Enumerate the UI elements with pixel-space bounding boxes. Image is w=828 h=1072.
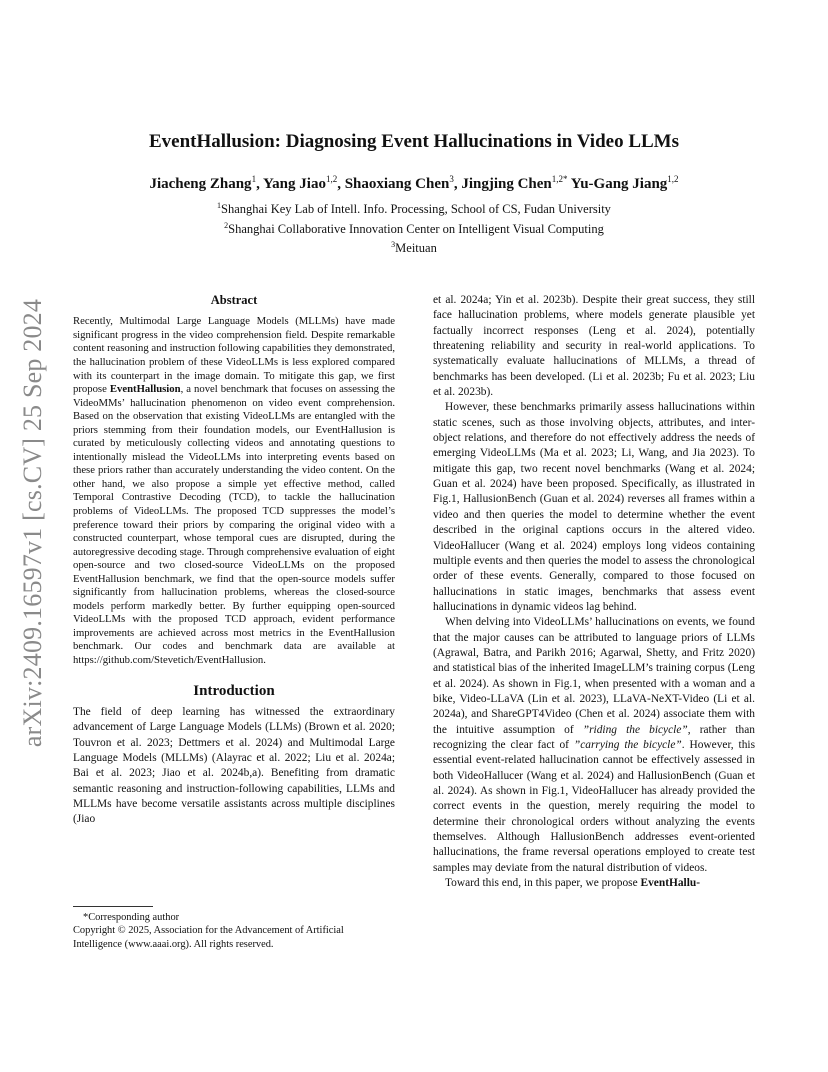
copyright-notice: Copyright © 2025, Association for the Advancement of Artificial Intelligence (www.aaai.org). All rights reserved. xyxy=(73,925,344,950)
left-column xyxy=(73,293,395,828)
body-paragraph xyxy=(433,615,755,876)
affiliation-text: Shanghai Collaborative Innovation Center on Intelligent Visual Computing xyxy=(228,221,604,236)
body-paragraph: However, these benchmarks primarily assess hallucinations within static scenes, such as those involving objects, attributes, and inter-object relations, and therefore do not effectively address the needs of emerging VideoLLMs (Ma et al. 2023; Li, Wang, and Jia 2023). To mitigate this gap, two recent novel benchmarks (Wang et al. 2024; Guan et al. 2024) have been proposed. Specifically, as illustrated in Fig.1, HallusionBench (Guan et al. 2024) reverses all frames within a video and then queries the model to determine whether the event described in the original captions occurs in the altered video. VideoHallucer (Wang et al. 2024) employs long videos containing multiple events and then queries the model to assess the chronological order of these events. Generally, compared to those focused on hallucinations in static images, benchmarks that assess event hallucinations in dynamic videos lag behind. xyxy=(433,401,755,613)
body-text: . However, this essential event-related hallucination cannot be effectively assessed in both VideoHallucer (Wang et al. 2024) and HallusionBench (Guan et al. 2024). As shown in Fig.1, VideoHallucer has already provided the correct events in the question, merely requiring the model to determine their chronological orders without analyzing the events themselves. Although HallusionBench addresses event-oriented hallucinations, the frame reversal operations employed to create test samples may deviate from the natural distribution of videos. xyxy=(433,738,755,874)
body-paragraph: et al. 2024a; Yin et al. 2023b). Despite their great success, they still face hallucination problems, where models generate plausible yet factually incorrect responses (Leng et al. 2024), potentially threatening reliability and security in real-world applications. To systematically evaluate hallucinations of MLLMs, a thread of benchmarks has been developed. (Li et al. 2023b; Fu et al. 2023; Liu et al. 2023b). xyxy=(433,294,755,399)
affiliation-line xyxy=(0,237,828,257)
italic-quote: ”riding the bicycle” xyxy=(582,723,688,736)
author-list: Jiacheng Zhang$^1$, Yang Jiao$^{1,2}$, Shaoxiang Chen$^3$, Jingjing Chen$^{1,2*}$ Yu-Gang Jiang$^{1,2}$ xyxy=(149,174,679,192)
corresponding-author-note: *Corresponding author xyxy=(83,912,180,923)
abstract-text: Recently, Multimodal Large Language Models (MLLMs) have made significant progress in the video comprehension field. Despite remarkable content reasoning and instruction following capabilities they demonstrated, the hallucination problem of these VideoLLMs is less explored compared with its counterpart in the image domain. To mitigate this gap, we first propose xyxy=(73,315,395,396)
affiliation-line xyxy=(0,218,828,238)
introduction-heading: Introduction xyxy=(193,682,275,699)
author-affiliation-mark: 1,2 xyxy=(325,174,338,184)
paper-title: EventHallusion: Diagnosing Event Hallucinations in Video LLMs xyxy=(149,131,679,152)
body-text: Toward this end, in this paper, we propose xyxy=(445,877,641,890)
author-name: Jingjing Chen xyxy=(461,176,552,192)
italic-quote: ”carrying the bicycle” xyxy=(573,738,682,751)
author-name: Yang Jiao xyxy=(263,176,326,192)
footnote-block xyxy=(73,906,395,951)
affiliation-mark: 2 xyxy=(224,220,229,230)
affiliation-mark: 1 xyxy=(217,201,222,210)
abstract-body xyxy=(73,315,395,667)
affiliation-list xyxy=(0,198,828,257)
abstract-heading: Abstract xyxy=(210,293,258,307)
abstract-benchmark-name: EventHallusion xyxy=(109,383,181,396)
affiliation-mark: 3 xyxy=(391,240,396,250)
arxiv-identifier xyxy=(18,288,48,758)
benchmark-name: EventHallu- xyxy=(640,877,701,890)
affiliation-text: Shanghai Key Lab of Intell. Info. Processing, School of CS, Fudan University xyxy=(221,202,611,217)
author-affiliation-mark: 1 xyxy=(251,174,257,184)
author-affiliation-mark: 1,2 xyxy=(667,174,679,184)
introduction-paragraph: The field of deep learning has witnessed the extraordinary advancement of Large Language Models (LLMs) (Brown et al. 2020; Touvron et al. 2023; Dettmers et al. 2024) and Multimodal Large Language Models (MLLMs) (Alayrac et al. 2022; Liu et al. 2024a; Bai et al. 2023; Jiao et al. 2024b,a). Benefiting from dramatic semantic reasoning and instruction-following capabilities, LLMs and MLLMs have become versatile assistants across multiple disciplines (Jiao xyxy=(73,705,395,826)
body-text: , rather than recognizing the clear fact of xyxy=(433,723,755,751)
body-text: When delving into VideoLLMs’ hallucinations on events, we found that the major causes can be attributed to language priors of LLMs (Agrawal, Batra, and Parikh 2016; Agarwal, Shetty, and Fritz 2020) and statistical bias of the inherited ImageLLM’s training corpus (Leng et al. 2024). As shown in Fig.1, when presented with a woman and a bike, Video-LLaVA (Lin et al. 2023), LLaVA-NeXT-Video (Li et al. 2024a), and ShareGPT4Video (Chen et al. 2024) associate them with the intuitive assumption of xyxy=(433,616,755,736)
author-affiliation-mark: 1,2* xyxy=(551,174,568,184)
arxiv-id-text: arXiv:2409.16597v1 [cs.CV] 25 Sep 2024 xyxy=(18,298,47,748)
author-affiliation-mark: 3 xyxy=(449,174,454,184)
author-name: Jiacheng Zhang xyxy=(149,176,252,192)
author-name: Yu-Gang Jiang xyxy=(570,176,668,192)
abstract-text: , a novel benchmark that focuses on assessing the VideoMMs’ hallucination phenomenon on video event comprehension. Based on the observation that existing VideoLLMs are entangled with the priors stemming from their foundation models, our EventHallusion is curated by meticulously collecting videos and annotating questions to intentionally mislead the VideoLLMs into interpreting events based on these priors rather than accurately understanding the video content. On the other hand, we also propose a simple yet effective method, called Temporal Contrastive Decoding (TCD), to tackle the hallucination problems of VideoLLMs. The proposed TCD suppresses the model’s preference toward their priors by comparing the original video with a constructed counterpart, whose temporal cues are disrupted, during the autoregressive decoding stage. Through comprehensive evaluation of eight open-source and two closed-source VideoLLMs on the proposed EventHallusion benchmark, we find that the open-source models suffer significantly from hallucination problems, whereas the closed-source models perform markedly better. By further equipping open-sourced VideoLLMs with the proposed TCD approach, evident performance improvements are achieved across most metrics in the EventHallusion benchmark. Our codes and benchmark data are available at https://github.com/Stevetich/EventHallusion. xyxy=(73,383,395,667)
right-column xyxy=(433,293,755,891)
footnote-rule xyxy=(73,906,153,907)
body-paragraph xyxy=(433,876,755,891)
author-name: Shaoxiang Chen xyxy=(344,176,450,192)
affiliation-text: Meituan xyxy=(395,241,437,256)
affiliation-line xyxy=(0,198,828,218)
